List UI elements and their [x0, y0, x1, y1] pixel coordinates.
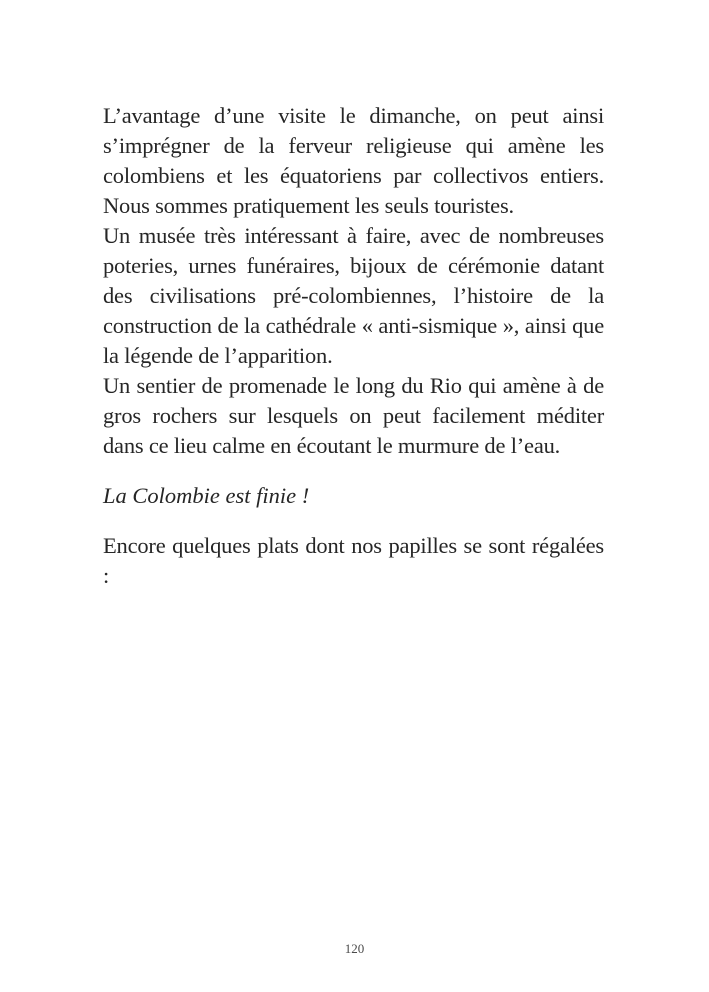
page-number: 120 [344, 941, 365, 956]
paragraph-dishes: Encore quelques plats dont nos papilles se sont régalées : [103, 533, 604, 588]
paragraph-museum: Un musée très intéressant à faire, avec de nombreuses poteries, urnes funéraires, bijoux de cérémonie datant des civilisations pré-colombiennes, l’histoire de la construction de la cathédrale « anti-sismique », ainsi que la légende de l’apparition. [103, 223, 604, 368]
paragraph-sunday-visit: L’avantage d’une visite le dimanche, on peut ainsi s’imprégner de la ferveur religieuse qui amène les colombiens et les équatoriens par collectivos entiers. Nous sommes pratiquement les seuls touristes. [103, 103, 604, 218]
paragraph-walking-path: Un sentier de promenade le long du Rio qui amène à de gros rochers sur lesquels on peut facilement méditer dans ce lieu calme en écoutant le murmure de l’eau. [103, 373, 604, 458]
italic-heading: La Colombie est finie ! [103, 483, 310, 508]
page-body [103, 101, 604, 591]
